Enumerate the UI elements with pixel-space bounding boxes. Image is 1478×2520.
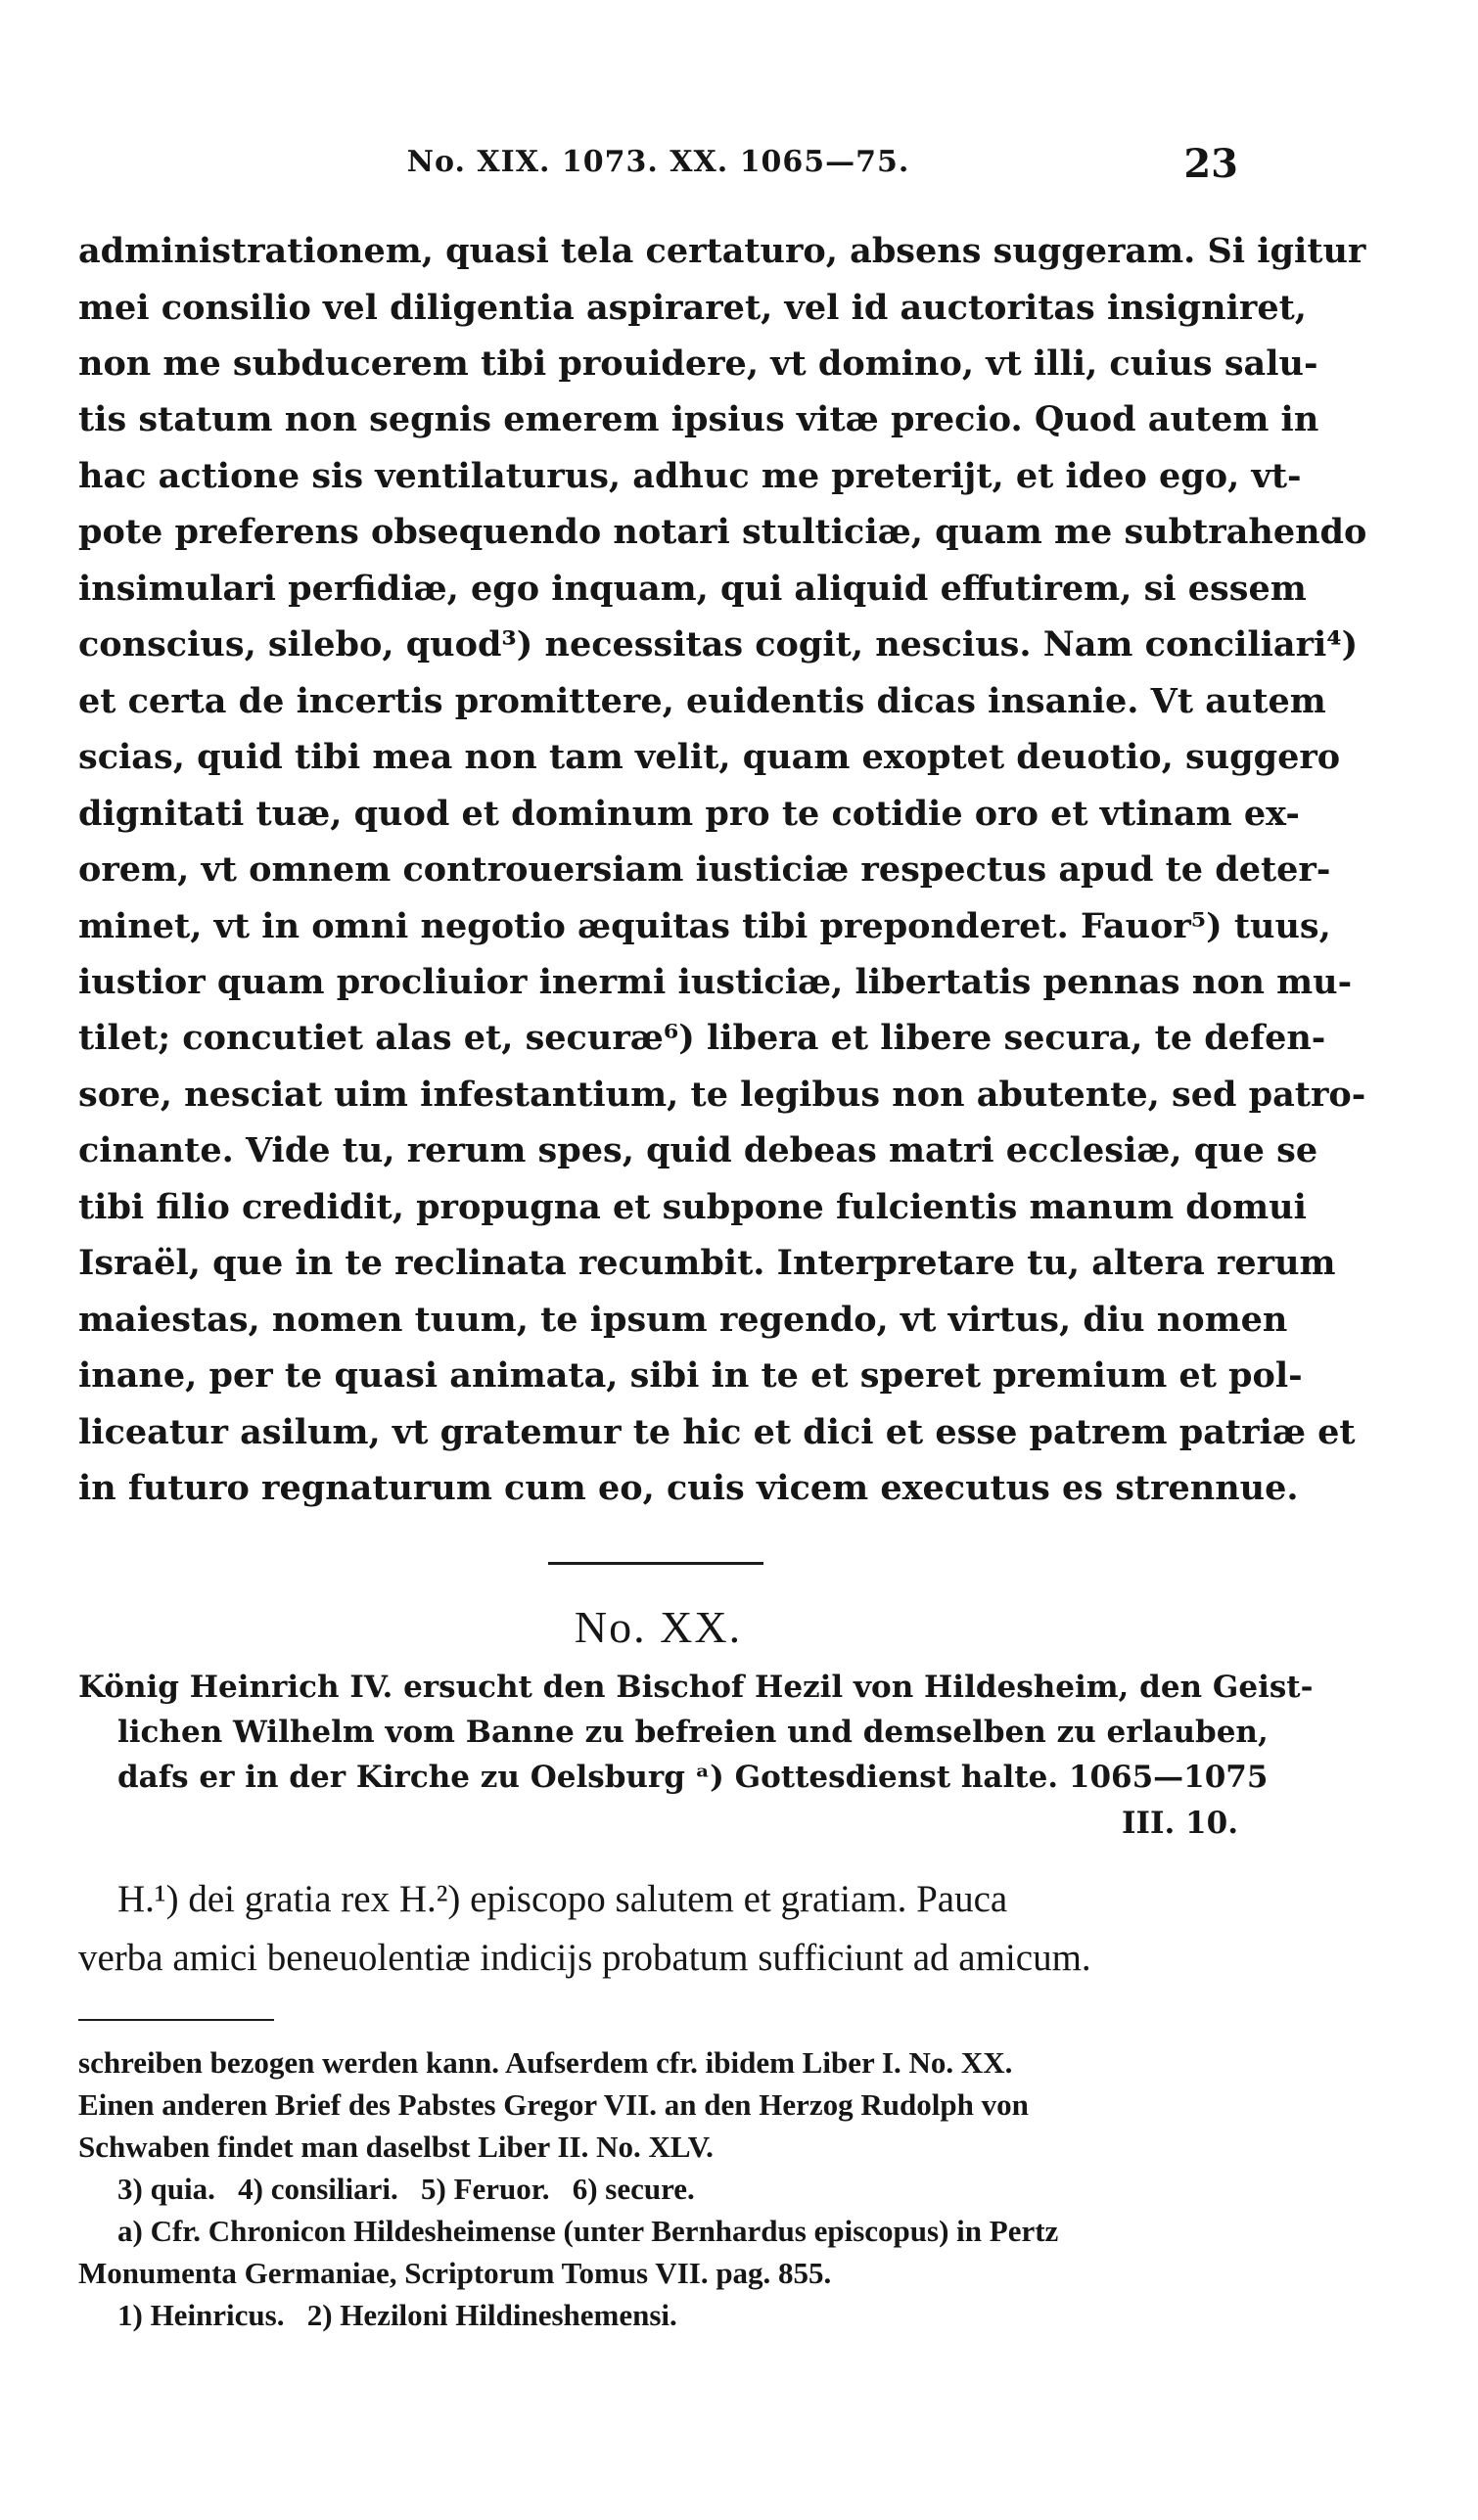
body-line: tis statum non segnis emerem ipsius vitæ precio. Quod autem in <box>78 399 1319 439</box>
body-line: iustior quam procliuior inermi iusticiæ, libertatis pennas non mu- <box>78 962 1353 1002</box>
body-line: tilet; concutiet alas et, securæ⁶) libera et libere secura, te defen- <box>78 1018 1326 1058</box>
summary-line-reference: III. 10. <box>1121 1806 1238 1841</box>
body-line: dignitati tuæ, quod et dominum pro te cotidie oro et vtinam ex- <box>78 794 1300 834</box>
body-line: cinante. Vide tu, rerum spes, quid debeas matri ecclesiæ, que se <box>78 1130 1318 1170</box>
body-line: sore, nesciat uim infestantium, te legibus non abutente, sed patro- <box>78 1075 1366 1115</box>
body-line: administrationem, quasi tela certaturo, absens suggeram. Si igitur <box>78 231 1366 271</box>
body-line: non me subducerem tibi prouidere, vt domino, vt illi, cuius salu- <box>78 344 1318 384</box>
footnote-line: a) Cfr. Chronicon Hildesheimense (unter Bernhardus episcopus) in Pertz <box>117 2214 1059 2248</box>
footnote-line: Einen anderen Brief des Pabstes Gregor VII. an den Herzog Rudolph von <box>78 2087 1029 2122</box>
footnote-divider <box>78 2019 274 2021</box>
running-head <box>78 141 1238 194</box>
body-line: conscius, silebo, quod³) necessitas cogit, nescius. Nam conciliari⁴) <box>78 624 1359 664</box>
summary-line: dafs er in der Kirche zu Oelsburg ᵃ) Gottesdienst halte. 1065—1075 <box>117 1760 1269 1795</box>
document-number: No. XX. <box>574 1602 743 1652</box>
body-line: pote preferens obsequendo notari stulticiæ, quam me subtrahendo <box>78 512 1367 552</box>
body-line: tibi filio credidit, propugna et subpone fulcientis manum domui <box>78 1187 1307 1227</box>
body-line: hac actione sis ventilaturus, adhuc me preterijt, et ideo ego, vt- <box>78 456 1302 496</box>
body-line: minet, vt in omni negotio æquitas tibi preponderet. Fauor⁵) tuus, <box>78 906 1331 946</box>
footnote-line: 3) quia. 4) consiliari. 5) Feruor. 6) secure. <box>117 2172 695 2206</box>
footnote-line: 1) Heinricus. 2) Heziloni Hildineshemensi. <box>117 2298 677 2332</box>
body-line: liceatur asilum, vt gratemur te hic et dici et esse patrem patriæ et <box>78 1412 1356 1452</box>
body-line: scias, quid tibi mea non tam velit, quam exoptet deuotio, suggero <box>78 737 1341 777</box>
body-line: maiestas, nomen tuum, te ipsum regendo, vt virtus, diu nomen <box>78 1300 1288 1340</box>
body-line: orem, vt omnem controuersiam iusticiæ respectus apud te deter- <box>78 849 1331 890</box>
letter-line: H.¹) dei gratia rex H.²) episcopo salutem et gratiam. Pauca <box>117 1878 1008 1920</box>
section-divider <box>548 1562 763 1565</box>
body-line: et certa de incertis promittere, euidentis dicas insanie. Vt autem <box>78 681 1326 721</box>
summary-line: König Heinrich IV. ersucht den Bischof Hezil von Hildesheim, den Geist- <box>78 1670 1314 1705</box>
body-line: Israël, que in te reclinata recumbit. Interpretare tu, altera rerum <box>78 1243 1336 1283</box>
body-line: mei consilio vel diligentia aspiraret, vel id auctoritas insigniret, <box>78 288 1307 328</box>
footnote-line: Monumenta Germaniae, Scriptorum Tomus VII. pag. 855. <box>78 2256 832 2290</box>
body-line: in futuro regnaturum cum eo, cuis vicem executus es strennue. <box>78 1468 1299 1508</box>
page-number: 23 <box>1183 141 1238 187</box>
summary-line: lichen Wilhelm vom Banne zu befreien und demselben zu erlauben, <box>117 1715 1269 1750</box>
body-line: insimulari perfidiæ, ego inquam, qui aliquid effutirem, si essem <box>78 569 1307 609</box>
footnote-line: schreiben bezogen werden kann. Aufserdem cfr. ibidem Liber I. No. XX. <box>78 2045 1013 2080</box>
letter-line: verba amici beneuolentiæ indicijs probatum sufficiunt ad amicum. <box>78 1937 1091 1979</box>
running-head-title: No. XIX. 1073. XX. 1065—75. <box>406 145 910 179</box>
footnote-line: Schwaben findet man daselbst Liber II. No. XLV. <box>78 2130 714 2164</box>
body-line: inane, per te quasi animata, sibi in te et speret premium et pol- <box>78 1355 1303 1396</box>
